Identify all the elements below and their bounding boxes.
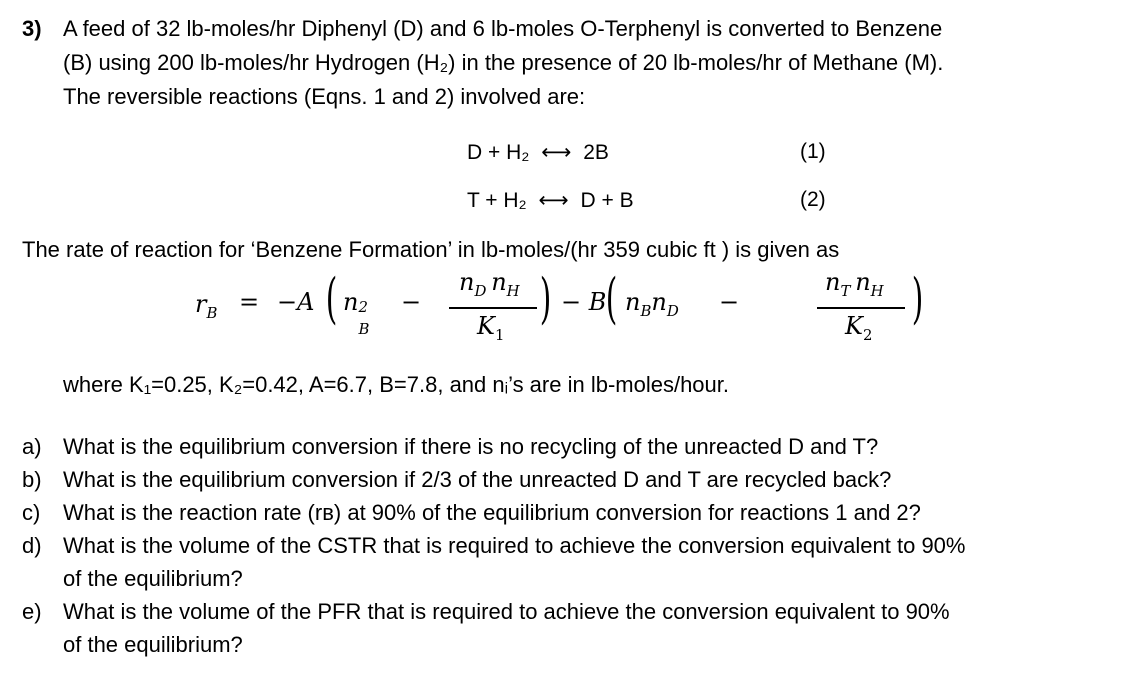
question-text: of the equilibrium? xyxy=(63,632,243,657)
intro-line: The reversible reactions (Eqns. 1 and 2) involved are: xyxy=(63,84,586,109)
minus-sign: − xyxy=(719,288,740,316)
question-d xyxy=(22,529,1112,595)
coefficient-b: − B xyxy=(561,288,607,316)
rate-symbol: $r_B$ xyxy=(195,290,218,322)
reaction-rhs: D + B xyxy=(580,189,634,212)
intro-line: A feed of 32 lb-moles/hr Diphenyl (D) and 6 lb-moles O-Terphenyl is converted to Benzene xyxy=(63,16,943,41)
question-label: a) xyxy=(22,434,42,459)
fraction-2-denominator: $K_2$ xyxy=(845,312,873,344)
question-list xyxy=(22,430,1112,661)
fraction-2-numerator: $n_T$ $n_H$ xyxy=(825,268,884,300)
question-text: What is the volume of the CSTR that is required to achieve the conversion equivalent to 90% xyxy=(63,533,966,558)
left-paren-icon: ( xyxy=(605,267,618,330)
reaction-1 xyxy=(467,140,609,165)
term-nb-squared: n 2 B xyxy=(343,288,370,338)
term-nb-nd: $n_Bn_D$ xyxy=(625,288,679,320)
reaction-1-number: (1) xyxy=(800,140,826,163)
fraction-1-numerator: $n_D$ $n_H$ xyxy=(459,268,520,300)
rate-equation xyxy=(195,268,955,358)
constants-note: where K₁=0.25, K₂=0.42, A=6.7, B=7.8, and nᵢ’s are in lb-moles/hour. xyxy=(63,372,730,397)
right-paren-icon: ) xyxy=(539,267,552,330)
minus-sign: − xyxy=(401,288,422,316)
question-text: What is the equilibrium conversion if there is no recycling of the unreacted D and T? xyxy=(63,434,879,459)
reversible-arrow-icon: ⟷ xyxy=(538,189,569,212)
fraction-1-denominator: $K_1$ xyxy=(477,312,505,344)
question-c xyxy=(22,496,1112,529)
question-label: c) xyxy=(22,500,41,525)
reaction-lhs: T + H₂ xyxy=(467,189,527,212)
question-text: What is the reaction rate (rʙ) at 90% of the equilibrium conversion for reactions 1 and 2? xyxy=(63,500,921,525)
question-label: b) xyxy=(22,467,42,492)
reaction-2 xyxy=(467,188,634,213)
intro-line: (B) using 200 lb-moles/hr Hydrogen (H₂) in the presence of 20 lb-moles/hr of Methane (M). xyxy=(63,50,944,75)
reversible-arrow-icon: ⟷ xyxy=(541,141,572,164)
question-text: What is the equilibrium conversion if 2/3 of the unreacted D and T are recycled back? xyxy=(63,467,892,492)
fraction-1-bar xyxy=(449,307,537,309)
question-label: e) xyxy=(22,599,42,624)
question-e xyxy=(22,595,1112,661)
rate-description: The rate of reaction for ‘Benzene Formation’ in lb-moles/(hr 359 cubic ft ) is given as xyxy=(22,237,840,262)
question-text: of the equilibrium? xyxy=(63,566,243,591)
right-paren-icon: ) xyxy=(911,267,924,330)
equals-sign: = xyxy=(239,288,260,316)
problem-intro xyxy=(63,12,1113,114)
reaction-rhs: 2B xyxy=(583,141,609,164)
coefficient-a: −A xyxy=(277,288,315,316)
question-text: What is the volume of the PFR that is required to achieve the conversion equivalent to 90% xyxy=(63,599,950,624)
reaction-2-number: (2) xyxy=(800,188,826,211)
reaction-lhs: D + H₂ xyxy=(467,141,530,164)
question-a xyxy=(22,430,1112,463)
left-paren-icon: ( xyxy=(325,267,338,330)
fraction-2-bar xyxy=(817,307,905,309)
question-b xyxy=(22,463,1112,496)
problem-number: 3) xyxy=(22,16,42,41)
question-label: d) xyxy=(22,533,42,558)
